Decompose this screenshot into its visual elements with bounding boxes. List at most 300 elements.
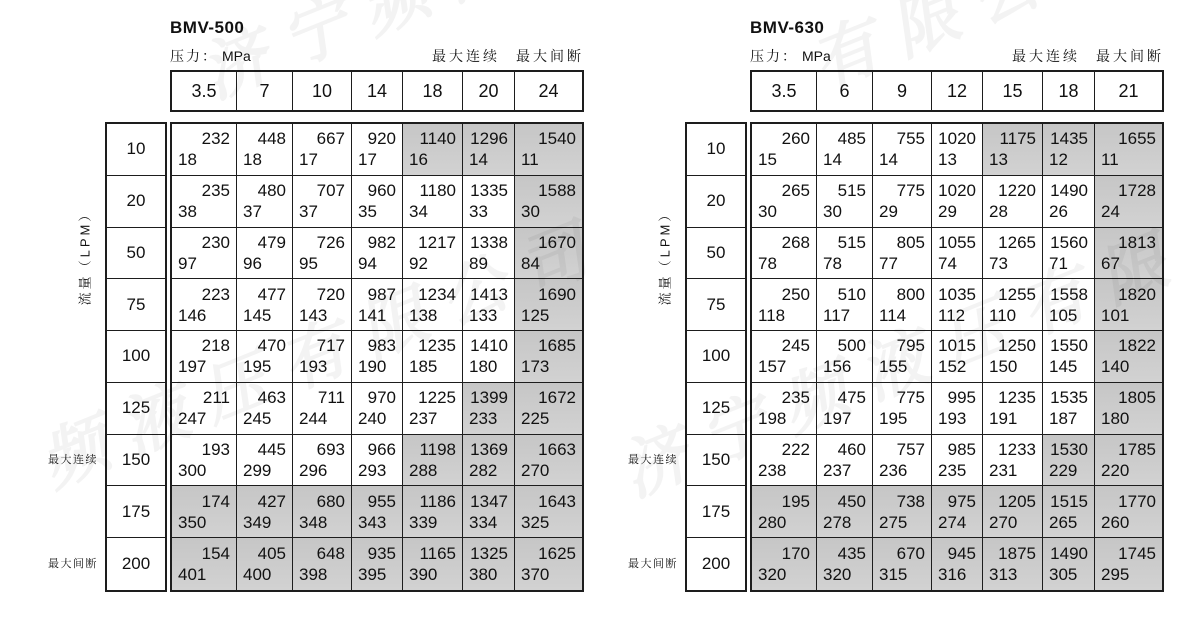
- cell-top-value: 1490: [1050, 181, 1088, 201]
- cell-bottom-value: 143: [299, 305, 328, 325]
- pressure-header-row: [170, 70, 584, 112]
- cell-top-value: 1035: [938, 284, 976, 304]
- max-intermittent-label: 最大间断: [516, 48, 584, 64]
- cell-bottom-value: 282: [469, 461, 498, 481]
- data-cell: [1095, 486, 1162, 538]
- cell-top-value: 1235: [998, 388, 1036, 408]
- flow-axis-label: 流量（LPM）: [77, 205, 93, 306]
- cell-bottom-value: 343: [358, 512, 387, 532]
- data-cell: [752, 486, 817, 538]
- cell-top-value: 707: [316, 181, 345, 201]
- cell-bottom-value: 231: [989, 461, 1018, 481]
- data-cell: [293, 331, 352, 383]
- pressure-header-cell: 14: [352, 72, 403, 110]
- data-cell: [932, 435, 983, 487]
- cell-top-value: 1015: [938, 336, 976, 356]
- data-cell: [1043, 486, 1095, 538]
- cell-bottom-value: 240: [358, 409, 387, 429]
- cell-top-value: 1875: [998, 544, 1036, 564]
- cell-top-value: 987: [367, 284, 396, 304]
- data-cell: [237, 176, 293, 228]
- data-cell: [172, 176, 237, 228]
- cell-top-value: 1550: [1050, 336, 1088, 356]
- cell-bottom-value: 350: [178, 512, 207, 532]
- data-cell: [932, 538, 983, 590]
- cell-bottom-value: 77: [879, 253, 898, 273]
- data-cell: [352, 435, 403, 487]
- data-cell: [752, 331, 817, 383]
- data-cell: [983, 435, 1043, 487]
- flow-axis-label: 流量（LPM）: [657, 205, 673, 306]
- data-cell: [172, 228, 237, 280]
- data-cell: [1043, 228, 1095, 280]
- cell-bottom-value: 101: [1101, 305, 1130, 325]
- cell-bottom-value: 26: [1049, 202, 1068, 222]
- cell-top-value: 460: [837, 440, 866, 460]
- cell-top-value: 223: [201, 284, 230, 304]
- cell-top-value: 1560: [1050, 232, 1088, 252]
- flow-value-cell: 100: [687, 331, 745, 383]
- max-intermittent-row-label: 最大间断: [628, 558, 678, 570]
- cell-top-value: 693: [316, 440, 345, 460]
- pressure-header-cell: 18: [1043, 72, 1095, 110]
- cell-bottom-value: 157: [758, 357, 787, 377]
- cell-bottom-value: 191: [989, 409, 1018, 429]
- cell-top-value: 1490: [1050, 544, 1088, 564]
- cell-bottom-value: 141: [358, 305, 387, 325]
- data-cell: [172, 124, 237, 176]
- data-cell: [1095, 435, 1162, 487]
- cell-bottom-value: 339: [409, 512, 438, 532]
- cell-bottom-value: 28: [989, 202, 1008, 222]
- data-cell: [1095, 176, 1162, 228]
- cell-bottom-value: 220: [1101, 461, 1130, 481]
- data-cell: [352, 538, 403, 590]
- cell-bottom-value: 288: [409, 461, 438, 481]
- data-cell: [873, 176, 932, 228]
- cell-top-value: 515: [837, 181, 866, 201]
- data-cell: [932, 228, 983, 280]
- flow-value-cell: 50: [687, 228, 745, 280]
- cell-bottom-value: 140: [1101, 357, 1130, 377]
- cell-bottom-value: 110: [989, 305, 1017, 325]
- cell-bottom-value: 265: [1049, 512, 1078, 532]
- cell-bottom-value: 17: [299, 150, 318, 170]
- data-grid: [750, 122, 1164, 592]
- data-cell: [293, 176, 352, 228]
- cell-top-value: 1234: [418, 284, 456, 304]
- max-continuous-row-label: 最大连续: [628, 454, 678, 466]
- data-cell: [1095, 331, 1162, 383]
- flow-value-cell: 75: [107, 279, 165, 331]
- cell-top-value: 960: [367, 181, 396, 201]
- data-cell: [873, 228, 932, 280]
- flow-value-cell: 175: [107, 486, 165, 538]
- data-cell: [1043, 383, 1095, 435]
- cell-top-value: 1020: [938, 181, 976, 201]
- cell-top-value: 1325: [470, 544, 508, 564]
- cell-top-value: 1220: [998, 181, 1036, 201]
- data-cell: [172, 279, 237, 331]
- cell-top-value: 470: [257, 336, 286, 356]
- data-cell: [873, 331, 932, 383]
- cell-top-value: 1672: [538, 388, 576, 408]
- cell-bottom-value: 236: [879, 461, 908, 481]
- data-cell: [172, 331, 237, 383]
- data-cell: [932, 331, 983, 383]
- data-cell: [403, 383, 463, 435]
- table-subhead: [170, 46, 584, 66]
- cell-top-value: 479: [257, 232, 286, 252]
- cell-top-value: 445: [257, 440, 286, 460]
- max-continuous-label: 最大连续: [432, 48, 500, 64]
- data-cell: [515, 538, 582, 590]
- cell-top-value: 717: [316, 336, 345, 356]
- data-cell: [873, 538, 932, 590]
- data-cell: [463, 538, 515, 590]
- cell-bottom-value: 78: [758, 253, 777, 273]
- cell-top-value: 1558: [1050, 284, 1088, 304]
- data-cell: [352, 124, 403, 176]
- data-cell: [983, 279, 1043, 331]
- cell-top-value: 805: [896, 232, 925, 252]
- cell-bottom-value: 299: [243, 461, 272, 481]
- data-cell: [172, 435, 237, 487]
- pressure-header-cell: 7: [237, 72, 293, 110]
- limit-legend: [432, 46, 584, 66]
- cell-bottom-value: 18: [178, 150, 197, 170]
- cell-bottom-value: 29: [938, 202, 957, 222]
- max-continuous-label: 最大连续: [1012, 48, 1080, 64]
- cell-bottom-value: 274: [938, 512, 967, 532]
- pressure-header-cell: 20: [463, 72, 515, 110]
- cell-bottom-value: 296: [299, 461, 328, 481]
- cell-bottom-value: 112: [938, 305, 966, 325]
- cell-top-value: 1435: [1050, 129, 1088, 149]
- pressure-header-cell: 3.5: [172, 72, 237, 110]
- data-cell: [293, 279, 352, 331]
- data-cell: [293, 435, 352, 487]
- cell-top-value: 170: [781, 544, 810, 564]
- cell-top-value: 1296: [470, 129, 508, 149]
- cell-top-value: 230: [201, 232, 230, 252]
- cell-top-value: 1535: [1050, 388, 1088, 408]
- cell-top-value: 1335: [470, 181, 508, 201]
- data-cell: [1043, 435, 1095, 487]
- cell-top-value: 1020: [938, 129, 976, 149]
- cell-top-value: 720: [316, 284, 345, 304]
- max-continuous-row-label: 最大连续: [48, 454, 98, 466]
- cell-top-value: 1198: [419, 440, 456, 460]
- cell-bottom-value: 14: [879, 150, 898, 170]
- data-cell: [463, 228, 515, 280]
- cell-bottom-value: 315: [879, 565, 908, 585]
- cell-top-value: 955: [367, 491, 396, 511]
- data-cell: [237, 383, 293, 435]
- data-cell: [515, 383, 582, 435]
- data-cell: [403, 124, 463, 176]
- data-cell: [293, 124, 352, 176]
- cell-top-value: 475: [837, 388, 866, 408]
- cell-bottom-value: 198: [758, 409, 787, 429]
- cell-bottom-value: 270: [989, 512, 1018, 532]
- max-intermittent-label: 最大间断: [1096, 48, 1164, 64]
- cell-top-value: 1413: [470, 284, 508, 304]
- cell-top-value: 966: [367, 440, 396, 460]
- data-cell: [873, 486, 932, 538]
- data-cell: [752, 124, 817, 176]
- data-cell: [237, 124, 293, 176]
- cell-top-value: 218: [201, 336, 230, 356]
- data-cell: [463, 486, 515, 538]
- data-cell: [817, 383, 873, 435]
- data-cell: [237, 486, 293, 538]
- cell-top-value: 1685: [538, 336, 576, 356]
- cell-top-value: 405: [257, 544, 286, 564]
- cell-bottom-value: 118: [758, 305, 786, 325]
- cell-bottom-value: 275: [879, 512, 908, 532]
- cell-top-value: 500: [837, 336, 866, 356]
- cell-top-value: 800: [896, 284, 925, 304]
- data-cell: [237, 435, 293, 487]
- cell-bottom-value: 97: [178, 253, 197, 273]
- flow-value-cell: 150: [687, 435, 745, 487]
- data-cell: [515, 486, 582, 538]
- data-cell: [1043, 538, 1095, 590]
- data-grid: [170, 122, 584, 592]
- data-cell: [817, 435, 873, 487]
- cell-top-value: 1643: [538, 491, 576, 511]
- pressure-header-cell: 9: [873, 72, 932, 110]
- cell-bottom-value: 380: [469, 565, 498, 585]
- cell-bottom-value: 73: [989, 253, 1008, 273]
- cell-bottom-value: 133: [469, 305, 498, 325]
- cell-top-value: 670: [896, 544, 925, 564]
- cell-bottom-value: 11: [1101, 150, 1119, 170]
- data-cell: [352, 228, 403, 280]
- data-cell: [817, 331, 873, 383]
- cell-bottom-value: 30: [823, 202, 842, 222]
- cell-top-value: 480: [257, 181, 286, 201]
- bmv-500-table: [48, 18, 588, 618]
- pressure-header-cell: 10: [293, 72, 352, 110]
- data-cell: [1043, 124, 1095, 176]
- cell-top-value: 1265: [998, 232, 1036, 252]
- cell-bottom-value: 96: [243, 253, 262, 273]
- cell-bottom-value: 197: [178, 357, 207, 377]
- cell-bottom-value: 390: [409, 565, 438, 585]
- cell-top-value: 1180: [419, 181, 456, 201]
- data-cell: [1043, 279, 1095, 331]
- cell-bottom-value: 173: [521, 357, 550, 377]
- data-cell: [463, 124, 515, 176]
- data-cell: [983, 176, 1043, 228]
- data-cell: [515, 435, 582, 487]
- data-cell: [352, 176, 403, 228]
- cell-bottom-value: 71: [1049, 253, 1068, 273]
- cell-top-value: 755: [896, 129, 925, 149]
- cell-bottom-value: 114: [879, 305, 907, 325]
- data-cell: [237, 279, 293, 331]
- cell-bottom-value: 16: [409, 150, 428, 170]
- cell-bottom-value: 155: [879, 357, 908, 377]
- cell-top-value: 982: [367, 232, 396, 252]
- cell-top-value: 680: [316, 491, 345, 511]
- cell-top-value: 1588: [538, 181, 576, 201]
- cell-top-value: 738: [896, 491, 925, 511]
- cell-bottom-value: 30: [521, 202, 540, 222]
- data-cell: [463, 331, 515, 383]
- cell-bottom-value: 247: [178, 409, 207, 429]
- data-cell: [463, 383, 515, 435]
- pressure-header-cell: 3.5: [752, 72, 817, 110]
- cell-top-value: 1217: [418, 232, 456, 252]
- data-cell: [403, 435, 463, 487]
- cell-bottom-value: 349: [243, 512, 272, 532]
- data-cell: [403, 279, 463, 331]
- cell-top-value: 1225: [418, 388, 456, 408]
- cell-bottom-value: 17: [358, 150, 377, 170]
- cell-bottom-value: 34: [409, 202, 428, 222]
- cell-top-value: 1250: [998, 336, 1036, 356]
- cell-bottom-value: 145: [1049, 357, 1078, 377]
- cell-bottom-value: 29: [879, 202, 898, 222]
- flow-value-cell: 10: [687, 124, 745, 176]
- data-cell: [817, 279, 873, 331]
- flow-column: [685, 122, 747, 592]
- cell-top-value: 448: [257, 129, 286, 149]
- cell-bottom-value: 238: [758, 461, 787, 481]
- data-cell: [352, 279, 403, 331]
- data-cell: [172, 538, 237, 590]
- cell-top-value: 795: [896, 336, 925, 356]
- cell-bottom-value: 95: [299, 253, 318, 273]
- cell-top-value: 1745: [1118, 544, 1156, 564]
- data-cell: [752, 279, 817, 331]
- cell-bottom-value: 14: [469, 150, 488, 170]
- data-cell: [752, 435, 817, 487]
- cell-bottom-value: 195: [879, 409, 908, 429]
- flow-value-cell: 10: [107, 124, 165, 176]
- cell-bottom-value: 316: [938, 565, 967, 585]
- cell-top-value: 1186: [419, 491, 456, 511]
- cell-top-value: 1255: [998, 284, 1036, 304]
- bmv-630-table: [628, 18, 1168, 618]
- cell-bottom-value: 94: [358, 253, 377, 273]
- data-cell: [463, 279, 515, 331]
- data-cell: [403, 228, 463, 280]
- data-cell: [817, 176, 873, 228]
- cell-bottom-value: 38: [178, 202, 197, 222]
- cell-bottom-value: 280: [758, 512, 787, 532]
- cell-top-value: 1338: [470, 232, 508, 252]
- cell-bottom-value: 237: [823, 461, 852, 481]
- cell-bottom-value: 398: [299, 565, 328, 585]
- cell-top-value: 985: [947, 440, 976, 460]
- cell-top-value: 1540: [538, 129, 576, 149]
- cell-top-value: 983: [367, 336, 396, 356]
- cell-top-value: 1140: [419, 129, 456, 149]
- cell-bottom-value: 293: [358, 461, 387, 481]
- data-cell: [352, 331, 403, 383]
- pressure-label: 压力：: [170, 48, 218, 64]
- data-cell: [1043, 331, 1095, 383]
- cell-bottom-value: 401: [178, 565, 207, 585]
- flow-value-cell: 125: [107, 383, 165, 435]
- cell-top-value: 1530: [1050, 440, 1088, 460]
- cell-bottom-value: 325: [521, 512, 550, 532]
- cell-bottom-value: 150: [989, 357, 1018, 377]
- flow-value-cell: 20: [107, 176, 165, 228]
- pressure-header-cell: 18: [403, 72, 463, 110]
- cell-bottom-value: 180: [1101, 409, 1130, 429]
- data-cell: [403, 331, 463, 383]
- cell-top-value: 1165: [419, 544, 456, 564]
- cell-bottom-value: 37: [243, 202, 262, 222]
- cell-top-value: 1399: [470, 388, 508, 408]
- cell-top-value: 1410: [470, 336, 508, 356]
- data-cell: [817, 124, 873, 176]
- cell-top-value: 174: [201, 491, 230, 511]
- cell-top-value: 726: [316, 232, 345, 252]
- cell-bottom-value: 370: [521, 565, 550, 585]
- cell-bottom-value: 300: [178, 461, 207, 481]
- data-cell: [515, 279, 582, 331]
- cell-bottom-value: 35: [358, 202, 377, 222]
- cell-bottom-value: 235: [938, 461, 967, 481]
- cell-top-value: 485: [837, 129, 866, 149]
- data-cell: [873, 279, 932, 331]
- data-cell: [237, 228, 293, 280]
- cell-bottom-value: 320: [758, 565, 787, 585]
- cell-top-value: 1515: [1050, 491, 1088, 511]
- cell-bottom-value: 395: [358, 565, 387, 585]
- data-cell: [172, 486, 237, 538]
- table-title: BMV-630: [750, 18, 825, 37]
- cell-top-value: 1785: [1118, 440, 1156, 460]
- data-cell: [403, 538, 463, 590]
- cell-top-value: 450: [837, 491, 866, 511]
- cell-top-value: 235: [201, 181, 230, 201]
- cell-top-value: 1728: [1118, 181, 1156, 201]
- data-cell: [752, 538, 817, 590]
- data-cell: [1095, 383, 1162, 435]
- cell-top-value: 975: [947, 491, 976, 511]
- data-cell: [752, 228, 817, 280]
- cell-bottom-value: 400: [243, 565, 272, 585]
- cell-top-value: 232: [201, 129, 230, 149]
- cell-top-value: 477: [257, 284, 286, 304]
- flow-value-cell: 200: [701, 554, 731, 574]
- cell-top-value: 427: [257, 491, 286, 511]
- cell-bottom-value: 305: [1049, 565, 1078, 585]
- pressure-header-cell: 12: [932, 72, 983, 110]
- data-cell: [983, 228, 1043, 280]
- cell-bottom-value: 190: [358, 357, 387, 377]
- data-cell: [932, 176, 983, 228]
- cell-top-value: 1369: [470, 440, 508, 460]
- cell-top-value: 1205: [998, 491, 1036, 511]
- cell-bottom-value: 145: [243, 305, 272, 325]
- data-cell: [932, 279, 983, 331]
- pressure-header-cell: 21: [1118, 80, 1139, 101]
- data-cell: [515, 124, 582, 176]
- data-cell: [515, 228, 582, 280]
- cell-bottom-value: 245: [243, 409, 272, 429]
- data-cell: [817, 486, 873, 538]
- table-title: BMV-500: [170, 18, 245, 37]
- limit-legend: [1012, 46, 1164, 66]
